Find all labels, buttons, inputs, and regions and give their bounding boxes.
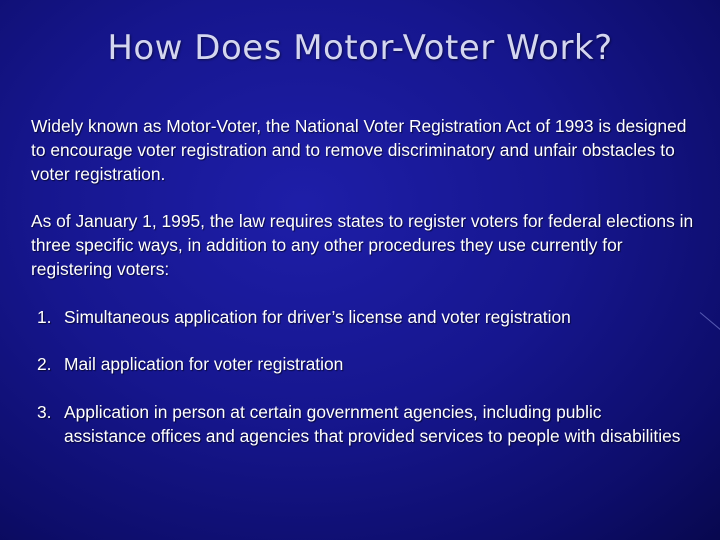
- list-item: [37, 400, 687, 448]
- slide-title: How Does Motor-Voter Work?: [107, 28, 613, 68]
- list-number: 2.: [37, 354, 52, 374]
- decorative-line: [700, 312, 720, 332]
- requirements-paragraph: As of January 1, 1995, the law requires states to register voters for federal elections in three specific ways, in addition to any other procedures they use currently for registering voters:: [31, 211, 694, 279]
- list-number: 1.: [37, 307, 52, 327]
- list-text: Application in person at certain government agencies, including public assistance offices and agencies that provided services to people with disabilities: [64, 402, 681, 446]
- intro-paragraph: Widely known as Motor-Voter, the National Voter Registration Act of 1993 is designed to encourage voter registration and to remove discriminatory and unfair obstacles to voter registration.: [31, 116, 687, 184]
- list-item: [37, 305, 687, 329]
- list-item: [37, 352, 687, 376]
- list-text: Simultaneous application for driver’s license and voter registration: [64, 307, 571, 327]
- list-number: 3.: [37, 402, 52, 422]
- list-text: Mail application for voter registration: [64, 354, 344, 374]
